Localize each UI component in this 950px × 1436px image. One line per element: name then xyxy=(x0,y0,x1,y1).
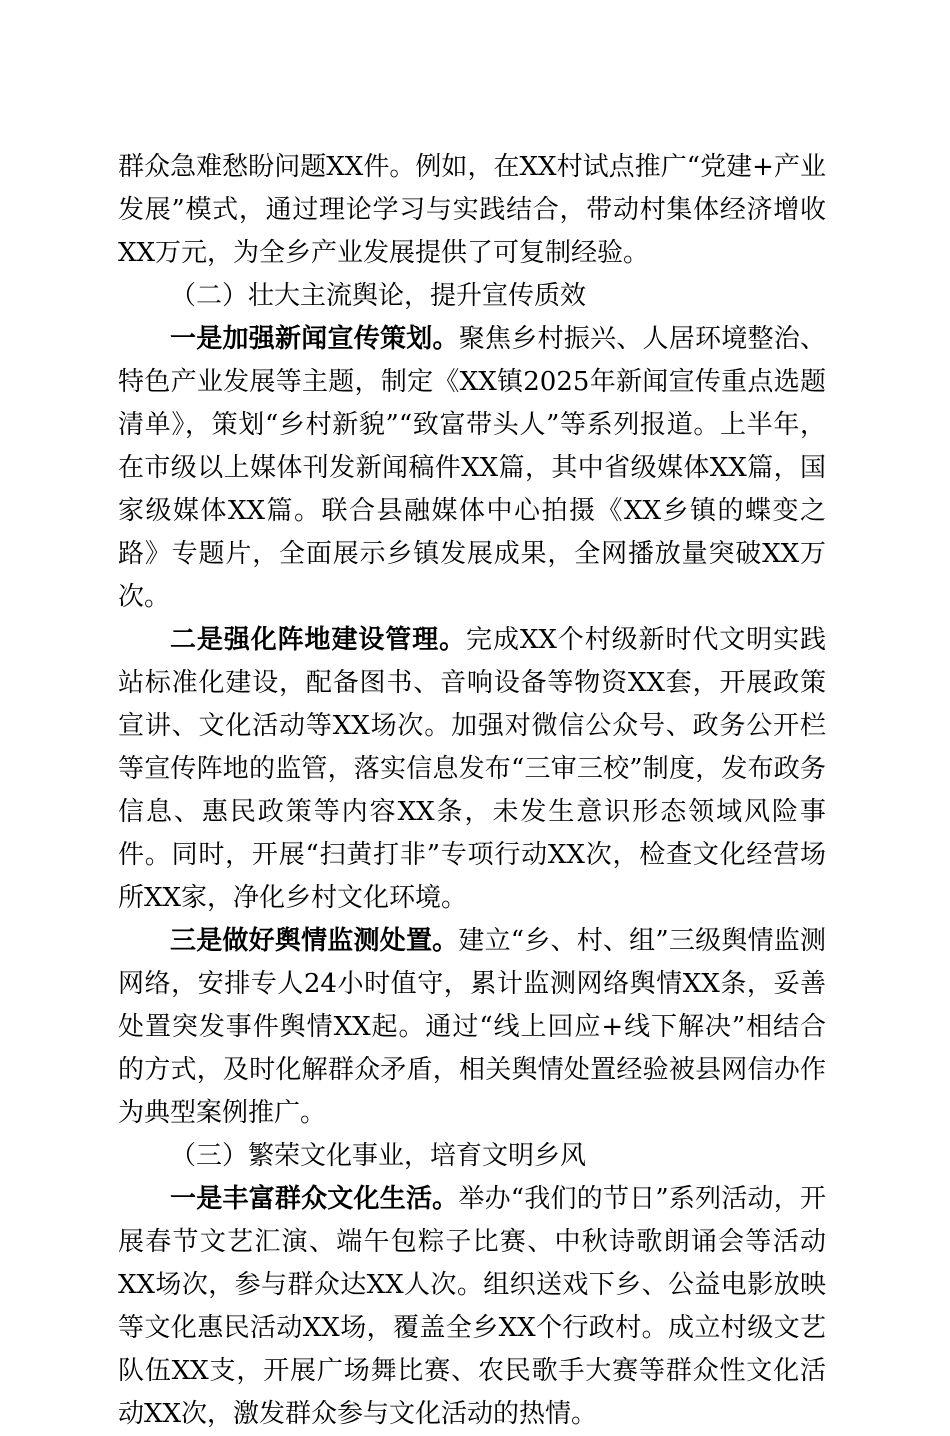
section-heading-2: （二）壮大主流舆论，提升宣传质效 xyxy=(170,281,587,311)
paragraph-body: 建立“乡、村、组”三级舆情监测网络，安排专人24小时值守，累计监测网络舆情XX条，妥善处置突发事件舆情XX起。通过“线上回应+线下解决”相结合的方式，及时化解群众矛盾，相关舆情处置经验被县网信办作为典型案例推广。 xyxy=(118,926,826,1128)
paragraph-body: 聚焦乡村振兴、人居环境整治、特色产业发展等主题，制定《XX镇2025年新闻宣传重点选题清单》，策划“乡村新貌”“致富带头人”等系列报道。上半年，在市级以上媒体刊发新闻稿件XX篇，其中省级媒体XX篇，国家级媒体XX篇。联合县融媒体中心拍摄《XX乡镇的蝶变之路》专题片，全面展示乡镇发展成果，全网播放量突破XX万次。 xyxy=(118,324,826,612)
paragraph-lead: 三是做好舆情监测处置。 xyxy=(170,926,459,956)
paragraph-body: 举办“我们的节日”系列活动，开展春节文艺汇演、端午包粽子比赛、中秋诗歌朗诵会等活动XX场次，参与群众达XX人次。组织送戏下乡、公益电影放映等文化惠民活动XX场，覆盖全乡XX个行政村。成立村级文艺队伍XX支，开展广场舞比赛、农民歌手大赛等群众性文化活动XX次，激发群众参与文化活动的热情。 xyxy=(118,1184,826,1429)
paragraph-news-planning xyxy=(118,318,826,619)
paragraph-opinion-monitoring xyxy=(118,920,826,1135)
paragraph-body: 完成XX个村级新时代文明实践站标准化建设，配备图书、音响设备等物资XX套，开展政策宣讲、文化活动等XX场次。加强对微信公众号、政务公开栏等宣传阵地的监管，落实信息发布“三审三校”制度，发布政务信息、惠民政策等内容XX条，未发生意识形态领域风险事件。同时，开展“扫黄打非”专项行动XX次，检查文化经营场所XX家，净化乡村文化环境。 xyxy=(118,625,826,913)
document-page xyxy=(118,146,826,1436)
paragraph-position-management xyxy=(118,619,826,920)
paragraph-lead: 二是强化阵地建设管理。 xyxy=(170,625,467,655)
paragraph-cultural-life xyxy=(118,1178,826,1436)
paragraph-lead: 一是加强新闻宣传策划。 xyxy=(170,324,459,354)
paragraph-lead: 一是丰富群众文化生活。 xyxy=(170,1184,459,1214)
section-heading-3: （三）繁荣文化事业，培育文明乡风 xyxy=(170,1141,587,1171)
paragraph-continuation: 群众急难愁盼问题XX件。例如，在XX村试点推广“党建+产业发展”模式，通过理论学习与实践结合，带动村集体经济增收XX万元，为全乡产业发展提供了可复制经验。 xyxy=(118,152,826,268)
